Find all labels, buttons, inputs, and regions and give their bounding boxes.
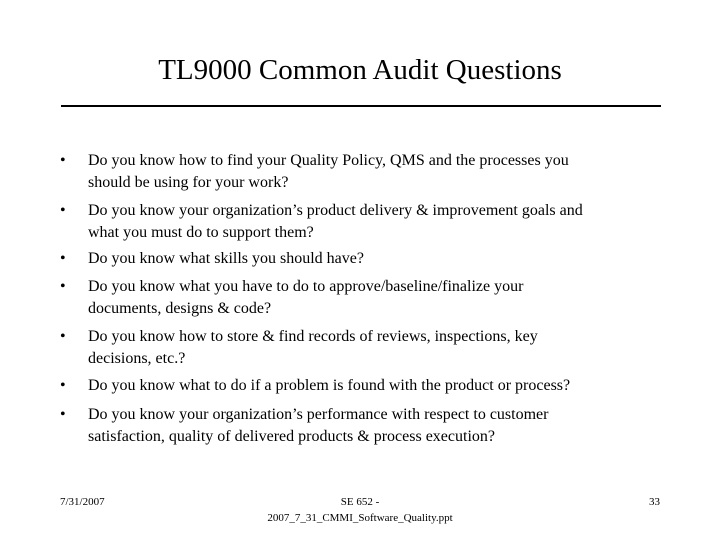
bullet-line: Do you know your organization’s product delivery & improvement goals and: [88, 202, 583, 219]
bullet-line: documents, designs & code?: [88, 300, 272, 317]
footer-date: 7/31/2007: [60, 496, 105, 508]
bullet-line: decisions, etc.?: [88, 350, 186, 367]
bullet-text: [88, 276, 668, 320]
footer-page-number: 33: [649, 496, 660, 508]
bullet-line: satisfaction, quality of delivered products & process execution?: [88, 428, 495, 445]
bullet-marker: •: [60, 377, 66, 394]
bullet-marker: •: [60, 202, 66, 219]
bullet-line: what you must do to support them?: [88, 224, 314, 241]
bullet-text: [88, 375, 668, 397]
bullet-line: Do you know what skills you should have?: [88, 250, 364, 267]
bullet-line: Do you know how to find your Quality Policy, QMS and the processes you: [88, 152, 569, 169]
bullet-line: Do you know what you have to do to approve/baseline/finalize your: [88, 278, 524, 295]
bullet-marker: •: [60, 250, 66, 267]
title-divider: [61, 105, 661, 107]
bullet-text: [88, 248, 668, 270]
bullet-marker: •: [60, 328, 66, 345]
bullet-text: [88, 404, 668, 448]
bullet-line: Do you know how to store & find records of reviews, inspections, key: [88, 328, 538, 345]
bullet-text: [88, 326, 668, 370]
bullet-text: [88, 150, 668, 194]
bullet-text: [88, 200, 668, 244]
footer-course-info: [210, 494, 510, 526]
bullet-marker: •: [60, 406, 66, 423]
bullet-line: Do you know what to do if a problem is found with the product or process?: [88, 377, 571, 394]
footer-course: SE 652 -: [340, 496, 380, 508]
slide-title: TL9000 Common Audit Questions: [158, 54, 562, 86]
bullet-line: Do you know your organization’s performance with respect to customer: [88, 406, 549, 423]
bullet-line: should be using for your work?: [88, 174, 289, 191]
footer-filename: 2007_7_31_CMMI_Software_Quality.ppt: [267, 512, 453, 524]
bullet-marker: •: [60, 278, 66, 295]
bullet-marker: •: [60, 152, 66, 169]
